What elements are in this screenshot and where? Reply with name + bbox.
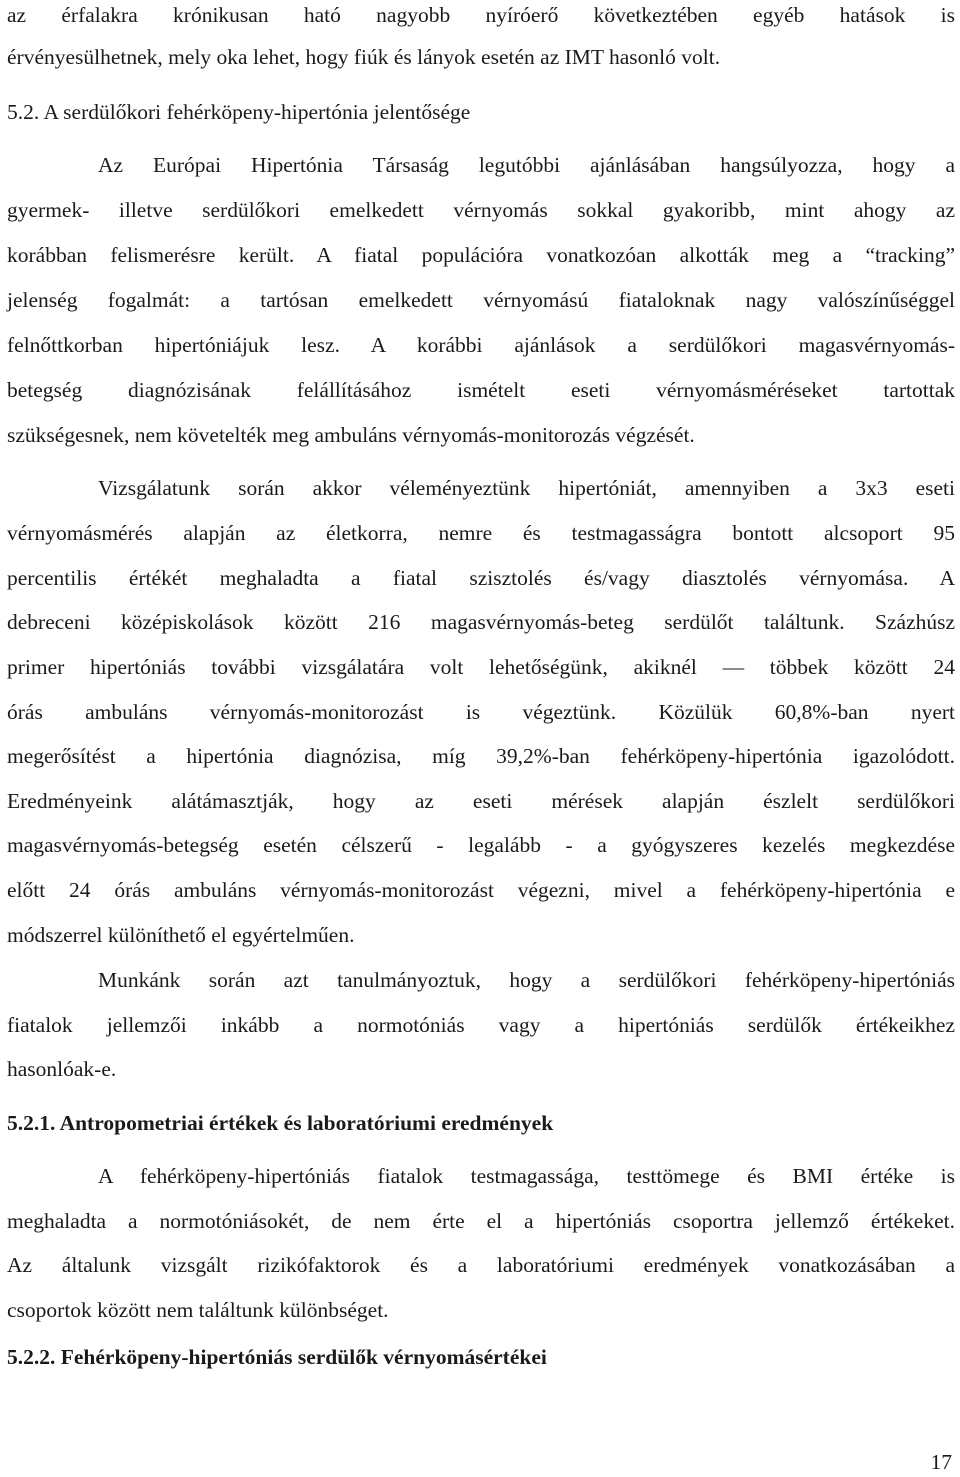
text-line: vérnyomásmérés alapján az életkorra, nemre és testmagasságra bontott alcsoport 95 [7,521,955,545]
text-line: szükségesnek, nem követelték meg ambuláns vérnyomás-monitorozás végzését. [7,423,695,447]
subsection-heading: 5.2.1. Antropometriai értékek és laboratóriumi eredmények [7,1111,554,1135]
text-line: Munkánk során azt tanulmányoztuk, hogy a serdülőkori fehérköpeny-hipertóniás [98,968,955,992]
text-line: magasvérnyomás-betegség esetén célszerű - legalább - a gyógyszeres kezelés megkezdése [7,833,955,857]
text-line: meghaladta a normotóniásokét, de nem érte el a hipertóniás csoportra jellemző értékeket. [7,1209,955,1233]
text-line: Az általunk vizsgált rizikófaktorok és a laboratóriumi eredmények vonatkozásában a [7,1253,955,1277]
text-line: korábban felismerésre került. A fiatal populációra vonatkozóan alkották meg a “tracking” [7,243,955,267]
text-line: előtt 24 órás ambuláns vérnyomás-monitorozást végezni, mivel a fehérköpeny-hipertónia e [7,878,955,902]
text-line: jelenség fogalmát: a tartósan emelkedett vérnyomású fiataloknak nagy valószínűséggel [7,288,955,312]
text-line: fiatalok jellemzői inkább a normotóniás vagy a hipertóniás serdülők értékeikhez [7,1013,955,1037]
text-line: az érfalakra krónikusan ható nagyobb nyíróerő következtében egyéb hatások is [7,3,955,27]
text-line: Az Európai Hipertónia Társaság legutóbbi ajánlásában hangsúlyozza, hogy a [98,153,955,177]
section-heading: 5.2. A serdülőkori fehérköpeny-hipertónia jelentősége [7,100,471,124]
text-line: érvényesülhetnek, mely oka lehet, hogy fiúk és lányok esetén az IMT hasonló volt. [7,45,721,69]
text-line: megerősítést a hipertónia diagnózisa, míg 39,2%-ban fehérköpeny-hipertónia igazolódott. [7,744,955,768]
text-line: A fehérköpeny-hipertóniás fiatalok testmagassága, testtömege és BMI értéke is [98,1164,955,1188]
text-line: hasonlóak-e. [7,1057,117,1081]
text-line: debreceni középiskolások között 216 magasvérnyomás-beteg serdülőt találtunk. Százhúsz [7,610,955,634]
text-line: módszerrel különíthető el egyértelműen. [7,923,355,947]
text-line: csoportok között nem találtunk különbséget. [7,1298,389,1322]
text-line: Vizsgálatunk során akkor véleményeztünk hipertóniát, amennyiben a 3x3 eseti [98,476,955,500]
text-line: betegség diagnózisának felállításához ismételt eseti vérnyomásméréseket tartottak [7,378,955,402]
subsection-heading: 5.2.2. Fehérköpeny-hipertóniás serdülők vérnyomásértékei [7,1345,547,1369]
text-line: primer hipertóniás további vizsgálatára volt lehetőségünk, akiknél — többek között 24 [7,655,955,679]
text-line: Eredményeink alátámasztják, hogy az eseti mérések alapján észlelt serdülőkori [7,789,955,813]
text-line: gyermek- illetve serdülőkori emelkedett vérnyomás sokkal gyakoribb, mint ahogy az [7,198,955,222]
text-line: percentilis értékét meghaladta a fiatal szisztolés és/vagy diasztolés vérnyomása. A [7,566,955,590]
text-line: órás ambuláns vérnyomás-monitorozást is végeztünk. Közülük 60,8%-ban nyert [7,700,955,724]
page-number: 17 [930,1450,952,1474]
text-line: felnőttkorban hipertóniájuk lesz. A korábbi ajánlások a serdülőkori magasvérnyomás- [7,333,955,357]
